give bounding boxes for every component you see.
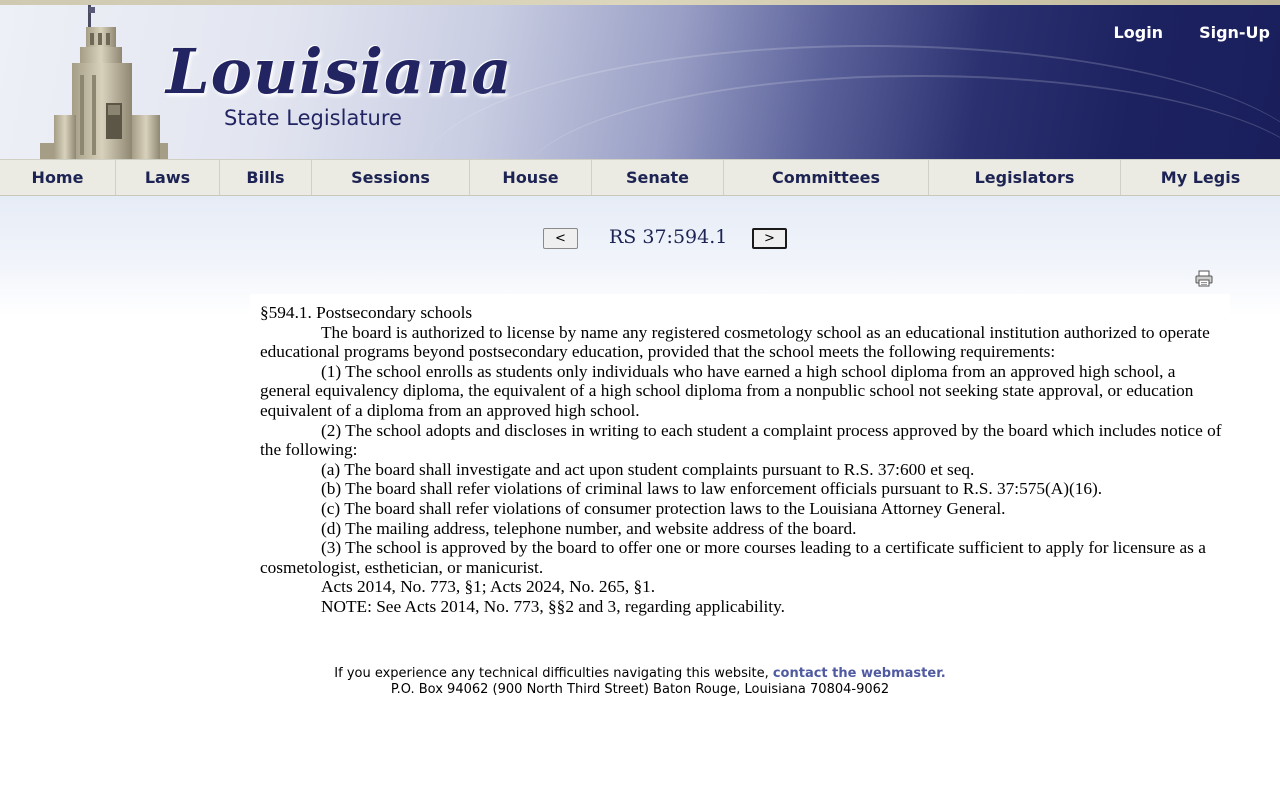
law-applicability-note: NOTE: See Acts 2014, No. 773, §§2 and 3, regarding applicability. (321, 596, 785, 616)
footer-address: P.O. Box 94062 (900 North Third Street) Baton Rouge, Louisiana 70804-9062 (390, 682, 890, 697)
nav-item-bills[interactable]: Bills (220, 160, 312, 195)
signup-link[interactable]: Sign-Up (1199, 23, 1270, 42)
law-section-title: §594.1. Postsecondary schools (260, 303, 473, 322)
law-pager (0, 224, 1280, 254)
law-citation: RS 37:594.1 (609, 226, 728, 248)
page-footer (0, 666, 1280, 698)
law-paragraph: (a) The board shall investigate and act upon student complaints pursuant to R.S. 37:600 et seq. (321, 459, 975, 479)
printer-icon[interactable] (1195, 270, 1213, 287)
footer-notice-line (0, 666, 1280, 682)
contact-webmaster-link[interactable]: contact the webmaster. (772, 666, 946, 681)
capitol-building-image (36, 5, 168, 159)
nav-item-laws[interactable]: Laws (116, 160, 220, 195)
law-paragraph: (d) The mailing address, telephone number, and website address of the board. (321, 518, 857, 538)
next-law-button[interactable]: > (752, 228, 787, 249)
law-paragraph: (1) The school enrolls as students only individuals who have earned a high school diploma from an approved high school, a general equivalency diploma, the equivalent of a high school diploma from a nonpublic school not seeking state approval, or education equivalent of a diploma from an approved high school. (260, 361, 1194, 420)
law-paragraph: (c) The board shall refer violations of consumer protection laws to the Louisiana Attorney General. (321, 498, 1006, 518)
logo-wordmark: Louisiana (166, 35, 513, 108)
login-link[interactable]: Login (1113, 23, 1164, 42)
logo-subtitle: State Legislature (224, 106, 402, 130)
law-history-note: Acts 2014, No. 773, §1; Acts 2024, No. 265, §1. (321, 577, 656, 597)
nav-item-senate[interactable]: Senate (592, 160, 724, 195)
previous-law-button[interactable]: < (543, 228, 578, 249)
nav-item-home[interactable]: Home (0, 160, 116, 195)
law-paragraph: (b) The board shall refer violations of criminal laws to law enforcement officials pursuant to R.S. 37:575(A)(16). (321, 479, 1103, 499)
law-paragraph: The board is authorized to license by name any registered cosmetology school as an educational institution authorized to operate educational programs beyond postsecondary education, provided that the school meets the following requirements: (260, 322, 1210, 362)
nav-item-my-legis[interactable]: My Legis (1160, 168, 1241, 187)
account-links (1114, 23, 1270, 42)
nav-item-legislators[interactable]: Legislators (929, 160, 1121, 195)
main-nav (0, 159, 1280, 196)
law-paragraph: (3) The school is approved by the board to offer one or more courses leading to a certificate sufficient to apply for licensure as a cosmetologist, esthetician, or manicurist. (260, 538, 1206, 577)
law-text (260, 303, 1225, 617)
nav-item-committees[interactable]: Committees (724, 160, 929, 195)
law-paragraph: (2) The school adopts and discloses in writing to each student a complaint process approved by the board which includes notice of the following: (260, 420, 1222, 460)
nav-item-house[interactable]: House (470, 160, 592, 195)
footer-notice: If you experience any technical difficulties navigating this website, (334, 666, 773, 681)
nav-item-sessions[interactable]: Sessions (312, 160, 470, 195)
header-banner (0, 5, 1280, 159)
